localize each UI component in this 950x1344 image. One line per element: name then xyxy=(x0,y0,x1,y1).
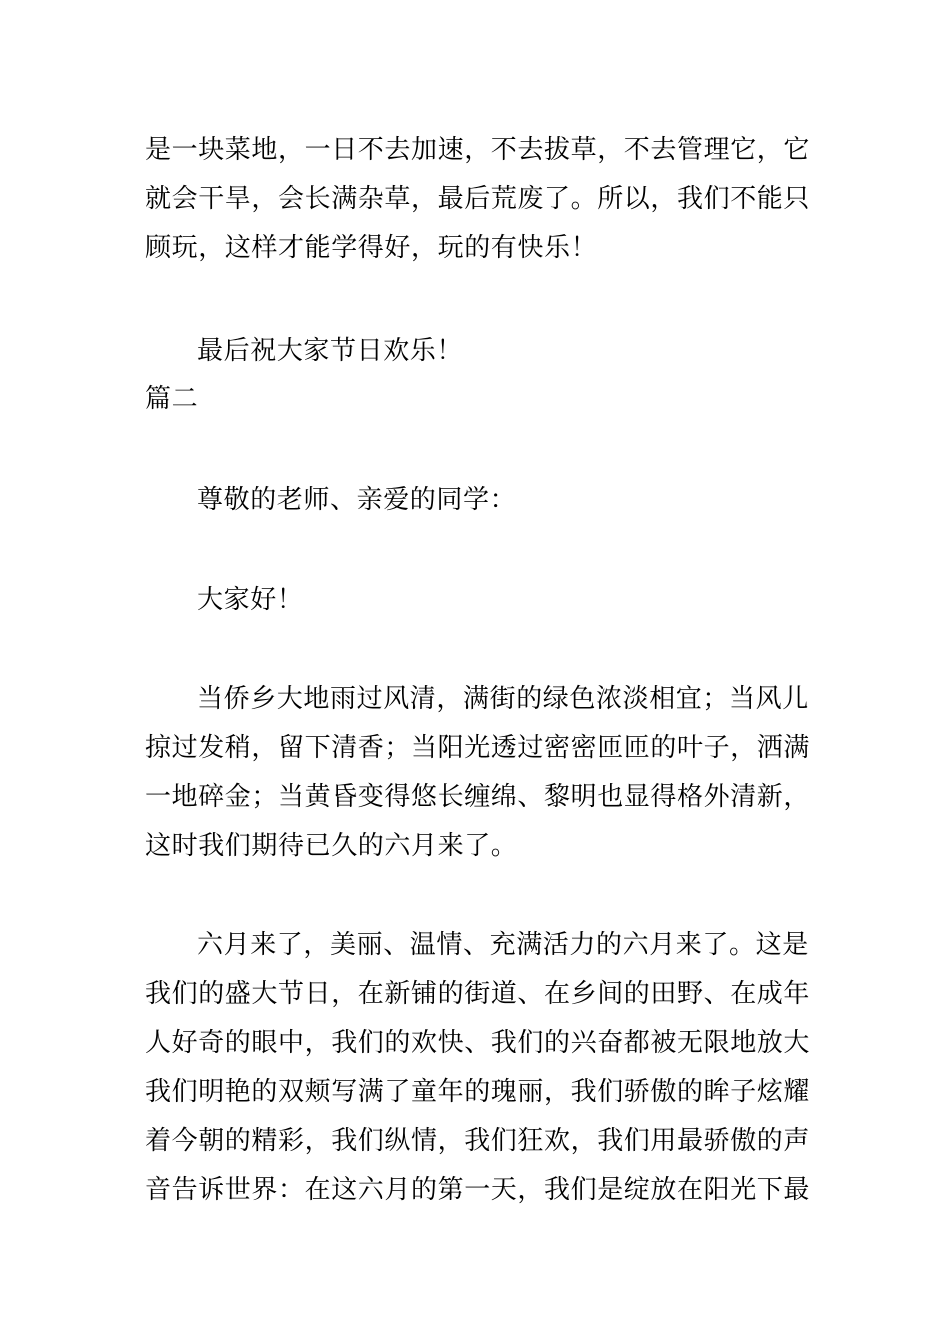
paragraph-2-line-3: 一地碎金；当黄昏变得悠长缠绵、黎明也显得格外清新， xyxy=(145,782,811,812)
paragraph-2-line-1: 当侨乡大地雨过风清，满街的绿色浓淡相宜；当风儿 xyxy=(197,684,809,714)
section-heading: 篇二 xyxy=(145,384,199,414)
paragraph-3-line-5: 着今朝的精彩，我们纵情，我们狂欢，我们用最骄傲的声 xyxy=(145,1126,811,1156)
paragraph-2-line-2: 掠过发稍，留下清香；当阳光透过密密匝匝的叶子，洒满 xyxy=(145,733,811,763)
paragraph-3-line-4: 我们明艳的双颊写满了童年的瑰丽，我们骄傲的眸子炫耀 xyxy=(145,1077,811,1107)
closing-wish: 最后祝大家节日欢乐！ xyxy=(197,336,464,366)
paragraph-1-line-1: 是一块菜地，一日不去加速，不去拔草，不去管理它，它 xyxy=(145,135,811,165)
greeting: 大家好！ xyxy=(197,585,304,615)
paragraph-3-line-1: 六月来了，美丽、温情、充满活力的六月来了。这是 xyxy=(197,930,809,960)
paragraph-1-line-3: 顾玩，这样才能学得好，玩的有快乐！ xyxy=(145,233,598,263)
paragraph-1-line-2: 就会干旱，会长满杂草，最后荒废了。所以，我们不能只 xyxy=(145,184,811,214)
paragraph-3-line-3: 人好奇的眼中，我们的欢快、我们的兴奋都被无限地放大 xyxy=(145,1028,811,1058)
paragraph-3-line-6: 音告诉世界：在这六月的第一天，我们是绽放在阳光下最 xyxy=(145,1175,811,1205)
salutation: 尊敬的老师、亲爱的同学： xyxy=(197,485,517,515)
paragraph-2-line-4: 这时我们期待已久的六月来了。 xyxy=(145,831,518,861)
paragraph-3-line-2: 我们的盛大节日，在新铺的街道、在乡间的田野、在成年 xyxy=(145,979,811,1009)
